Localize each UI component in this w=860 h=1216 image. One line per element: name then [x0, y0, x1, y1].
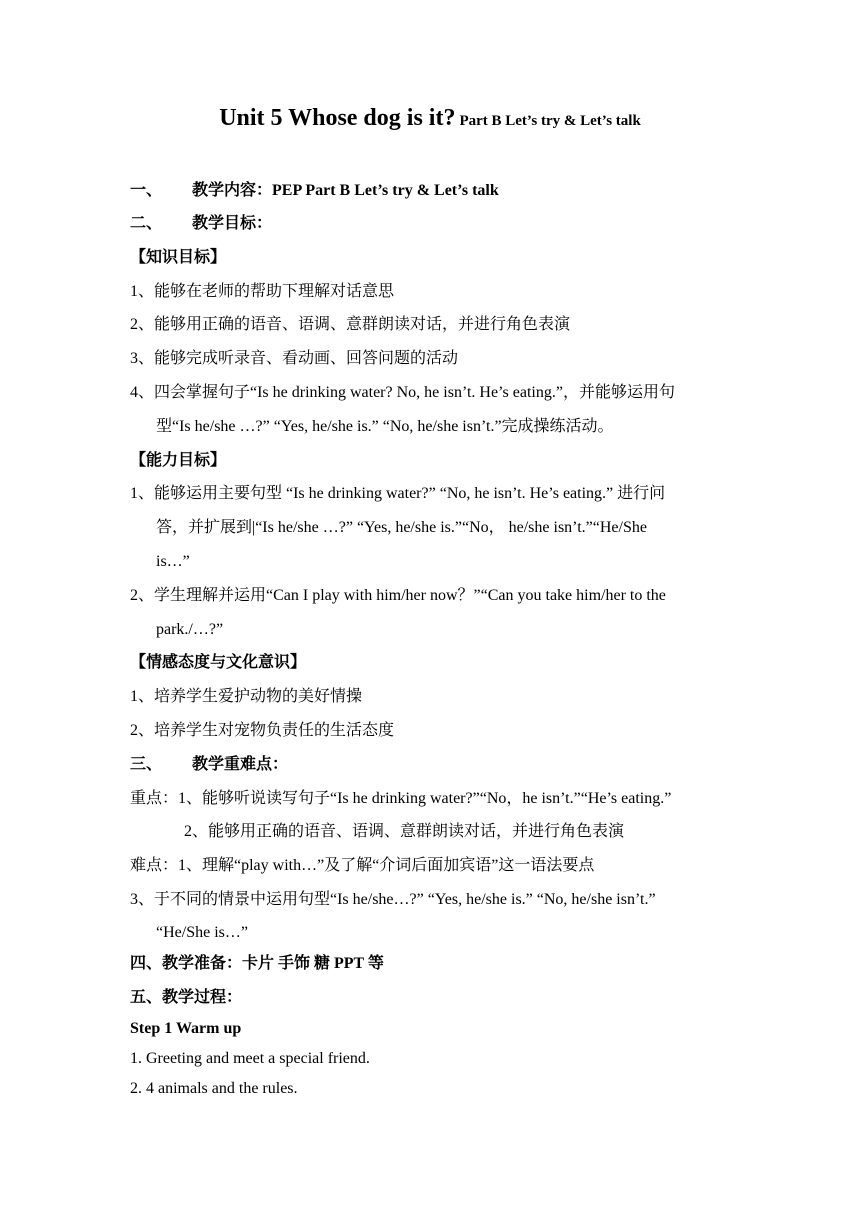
- knowledge-item-2: 2、能够用正确的语音、语调、意群朗读对话，并进行角色表演: [130, 316, 571, 333]
- section-1-text: 教学内容：PEP Part B Let’s try & Let’s talk: [192, 182, 499, 199]
- ability-item-1-cont: 答，并扩展到|“Is he/she …?” “Yes, he/she is.”“No， he/she isn’t.”“He/She: [156, 519, 647, 536]
- emotion-item-2: 2、培养学生对宠物负责任的生活态度: [130, 722, 395, 739]
- ability-heading: 【能力目标】: [130, 452, 227, 469]
- document-title: [0, 105, 860, 132]
- knowledge-item-4: 4、四会掌握句子“Is he drinking water? No, he isn’t. He’s eating.”，并能够运用句: [130, 384, 675, 401]
- knowledge-item-1: 1、能够在老师的帮助下理解对话意思: [130, 283, 395, 300]
- step-1-heading: Step 1 Warm up: [130, 1020, 242, 1037]
- key-point-2: 2、能够用正确的语音、语调、意群朗读对话，并进行角色表演: [184, 823, 625, 840]
- emotion-heading: 【情感态度与文化意识】: [130, 654, 307, 671]
- knowledge-item-3: 3、能够完成听录音、看动画、回答问题的活动: [130, 350, 459, 367]
- ability-item-1: 1、能够运用主要句型 “Is he drinking water?” “No, he isn’t. He’s eating.” 进行问: [130, 485, 666, 502]
- section-3: [130, 754, 288, 776]
- ability-item-2: 2、学生理解并运用“Can I play with him/her now？”“Can you take him/her to the: [130, 587, 666, 604]
- section-1-number: 一、: [130, 182, 163, 199]
- section-3-text: 教学重难点：: [192, 756, 289, 773]
- title-sub: Part B Let’s try & Let’s talk: [459, 113, 641, 129]
- title-main: Unit 5 Whose dog is it?: [219, 105, 456, 131]
- ability-item-1-cont2: is…”: [156, 553, 190, 570]
- section-5: 五、教学过程：: [130, 989, 243, 1006]
- section-2-text: 教学目标：: [192, 215, 273, 232]
- section-4: 四、教学准备：卡片 手饰 糖 PPT 等: [130, 955, 384, 972]
- difficult-point-1: 难点：1、理解“play with…”及了解“介词后面加宾语”这一语法要点: [130, 857, 595, 874]
- key-point-1: 重点：1、能够听说读写句子“Is he drinking water?”“No，he isn’t.”“He’s eating.”: [130, 790, 672, 807]
- knowledge-item-4-cont: 型“Is he/she …?” “Yes, he/she is.” “No, he/she isn’t.”完成操练活动。: [156, 418, 614, 435]
- section-2-number: 二、: [130, 215, 163, 232]
- emotion-item-1: 1、培养学生爱护动物的美好情操: [130, 688, 363, 705]
- section-2: [130, 213, 272, 235]
- ability-item-2-cont: park./…?”: [156, 621, 224, 638]
- warmup-item-1: 1. Greeting and meet a special friend.: [130, 1050, 370, 1067]
- knowledge-heading: 【知识目标】: [130, 249, 227, 266]
- section-3-number: 三、: [130, 756, 163, 773]
- difficult-point-2-cont: “He/She is…”: [156, 924, 248, 941]
- difficult-point-2: 3、于不同的情景中运用句型“Is he/she…?” “Yes, he/she is.” “No, he/she isn’t.”: [130, 891, 656, 908]
- warmup-item-2: 2. 4 animals and the rules.: [130, 1080, 298, 1097]
- section-1: [130, 180, 499, 202]
